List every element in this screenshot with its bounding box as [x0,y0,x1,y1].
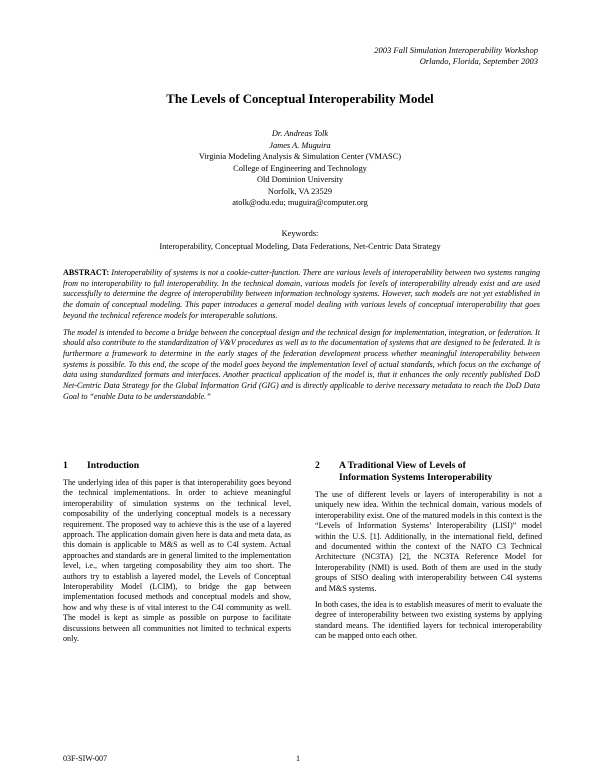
conference-header [178,45,538,67]
section-1-paragraph-1: The underlying idea of this paper is that interoperability goes beyond the technical implementations. In order to achieve meaningful interoperability of simulation systems on the technical level, composability of the underlying conceptual models is a necessary requirement. The proposed way to achieve this is the use of a layered approach. The application domain given here is data and meta data, as this domain is applicable to M&S as well as to C4I system. Actual approaches and standards are in general limited to the implementation level, i.e., when targeting composability they aim too short. The authors try to establish a layered model, the Levels of Conceptual Interoperability Model (LCIM), to bridge the gap between implementation focused methods and conceptual models and show, how and why these is of vital interest to the C4I community as well. The model is kept as simple as possible on purpose to facilitate discussions between all communities not limited to technical experts only. [63,478,291,644]
section-2-number: 2 [315,460,320,471]
address: Norfolk, VA 23529 [267,186,333,196]
paper-title: The Levels of Conceptual Interoperability Model [166,92,434,106]
section-1-heading [63,460,291,472]
affiliation-1: Virginia Modeling Analysis & Simulation Center (VMASC) [198,152,402,161]
keywords-text: Interoperability, Conceptual Modeling, Data Federations, Net-Centric Data Strategy [159,242,441,251]
keywords-heading: Keywords: [281,229,319,238]
abstract [63,268,540,408]
affiliation-2: College of Engineering and Technology [233,163,367,173]
section-2-heading [315,460,542,484]
abstract-paragraph-1 [63,268,540,322]
footer-paper-id: 03F-SIW-007 [63,754,107,763]
section-2-title-line-2: Information Systems Interoperability [339,472,493,483]
author-2: James A. Muguira [269,140,331,150]
right-column [315,460,542,648]
section-1-title: Introduction [87,460,140,471]
conference-location: Orlando, Florida, September 2003 [419,56,538,66]
section-1-number: 1 [63,460,68,471]
section-2-paragraph-1: The use of different levels or layers of interoperability is not a uniquely new idea. Within the technical domain, various models of interoperability exist. One of the matured models in this context is the “Levels of Information Systems’ Interoperability (LISI)” model within the U.S. [1]. Additionally, in the international field, defined and documented within the context of the NATO C3 Technical Architecture (NC3TA) [2], the NC3TA Reference Model for Interoperability (NMI) is used. Both of them are used in the study groups of SISO dealing with interoperability between C4I systems and M&S systems. [315,490,542,593]
author-block [0,128,600,209]
left-column [63,460,291,651]
abstract-paragraph-2: The model is intended to become a bridge between the conceptual design and the technical design for implementation, integration, or federation. It should also contribute to the standardization of V&V procedures as well as to the documentation of systems that are designed to be federated. It is furthermore a framework to determine in the early stages of the federation development process whether meaningful interoperability between systems is possible. To this end, the scope of the model goes beyond the implementation level of actual standards, which focus on the exchange of data using standardized formats and interfaces. Another practical application of the model is, that it enhances the only recently published DoD Net-Centric Data Strategy for the Global Information Grid (GIG) and is directly applicable to derive necessary metadata to reach the DoD Data Goal to “enable Data to be understandable.” [63,327,540,401]
author-1: Dr. Andreas Tolk [271,129,329,138]
abstract-label: ABSTRACT: [63,268,110,277]
abstract-text-1: Interoperability of systems is not a cookie-cutter-function. There are various levels of interoperability between two systems ranging from no interoperability to full interoperability. In the technical domain, various models for levels of interoperability already exist and are used successfully to determine the degree of interoperability between information technology systems. However, such models are not yet established in the domain of conceptual modeling. This paper introduces a general model dealing with various levels of conceptual interoperability that goes beyond the technical reference models for interoperable solutions. [63,268,540,320]
section-2-title-line-1: A Traditional View of Levels of [339,460,466,471]
conference-name: 2003 Fall Simulation Interoperability Workshop [374,45,538,55]
affiliation-3: Old Dominion University [256,175,344,184]
section-2-paragraph-2: In both cases, the idea is to establish measures of merit to evaluate the degree of interoperability between two existing systems by applying standard means. The identified layers for technical interoperability can be mapped onto each other. [315,600,543,641]
emails: atolk@odu.edu; muguira@computer.org [232,198,368,207]
footer-page-number: 1 [296,754,300,763]
